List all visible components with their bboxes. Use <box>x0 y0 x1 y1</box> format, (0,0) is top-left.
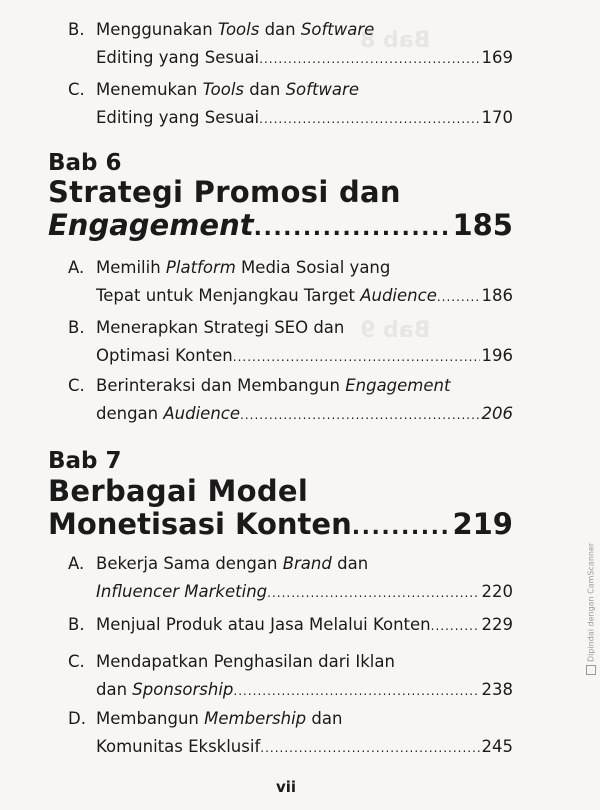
toc-entry-text: Engagement <box>345 376 451 395</box>
toc-entry-text: Influencer Marketing <box>96 582 268 601</box>
leader-dots <box>267 581 479 605</box>
leader-dots <box>254 216 449 241</box>
scanner-stamp <box>586 543 596 675</box>
toc-entry-letter: A. <box>68 554 85 573</box>
leader-dots <box>259 107 479 131</box>
toc-entry-text: Tepat untuk Menjangkau Target <box>96 286 361 305</box>
toc-entry-letter: C. <box>68 80 85 99</box>
toc-entry-line2 <box>96 344 513 369</box>
bab6-label: Bab 6 <box>48 150 122 176</box>
leader-dots <box>233 679 479 703</box>
toc-entry-page-number: 196 <box>481 346 513 365</box>
bab6-page-number: 185 <box>452 208 513 242</box>
toc-entry-line2 <box>96 678 513 703</box>
toc-entry-text: Mendapatkan Penghasilan dari Iklan <box>96 652 395 671</box>
toc-entry-line1 <box>96 316 344 340</box>
toc-entry-line2 <box>96 735 513 760</box>
toc-entry-page-number: 220 <box>481 582 513 601</box>
bab7-title-line1: Berbagai Model <box>48 474 309 508</box>
toc-entry-letter: B. <box>68 615 85 634</box>
toc-entry-text: Menggunakan <box>96 20 218 39</box>
toc-entry-line2 <box>96 106 513 131</box>
toc-entry-page-number: 206 <box>481 404 513 423</box>
toc-entry-text: Berinteraksi dan Membangun <box>96 376 346 395</box>
toc-entry-letter: A. <box>68 258 85 277</box>
toc-entry-text: Audience <box>360 286 437 305</box>
toc-entry-page-number: 238 <box>481 680 513 699</box>
leader-dots <box>240 403 479 427</box>
toc-entry-text: Editing yang Sesuai <box>96 108 260 127</box>
bab7-title-text: Monetisasi Konten <box>48 507 352 541</box>
toc-entry-text: Komunitas Eksklusif <box>96 737 261 756</box>
toc-entry-text: Bekerja Sama dengan <box>96 554 283 573</box>
toc-entry-page-number: 186 <box>481 286 513 305</box>
toc-entry[interactable] <box>68 374 513 430</box>
toc-entry-line2 <box>96 284 513 309</box>
leader-dots <box>437 285 480 309</box>
toc-entry-text: Sponsorship <box>132 680 234 699</box>
bab7-title-line2[interactable] <box>48 507 513 541</box>
toc-entry[interactable] <box>68 78 513 134</box>
toc-entry-line1 <box>96 18 374 42</box>
show-through-text: Bab 8 <box>360 28 431 53</box>
toc-entry[interactable] <box>68 316 513 372</box>
toc-entry-page-number: 245 <box>481 737 513 756</box>
toc-entry-text: Menemukan <box>96 80 203 99</box>
camscanner-icon <box>586 665 596 675</box>
toc-entry-text: Brand <box>282 554 332 573</box>
toc-entry-line2 <box>96 402 513 427</box>
toc-entry-text: Membership <box>204 709 307 728</box>
toc-entry-text: dan <box>306 709 343 728</box>
toc-entry-letter: C. <box>68 652 85 671</box>
toc-entry-line1 <box>96 650 395 674</box>
leader-dots <box>233 345 480 369</box>
toc-entry-letter: B. <box>68 20 85 39</box>
toc-entry-text: Platform <box>165 258 236 277</box>
toc-entry[interactable] <box>68 256 513 312</box>
toc-entry-page-number: 170 <box>481 108 513 127</box>
leader-dots <box>431 614 480 638</box>
bab6-title-italic: Engagement <box>48 208 254 242</box>
toc-entry[interactable] <box>68 707 513 763</box>
toc-entry-letter: B. <box>68 318 85 337</box>
toc-entry-text: Software <box>300 20 375 39</box>
scanner-stamp-text: Dipindai dengan CamScanner <box>586 542 596 662</box>
toc-entry-text: Media Sosial yang <box>235 258 391 277</box>
toc-entry-line2 <box>96 46 513 71</box>
toc-entry-text: dan <box>96 680 133 699</box>
toc-entry-line2 <box>96 580 513 605</box>
toc-entry-letter: D. <box>68 709 86 728</box>
bab6-title-line1: Strategi Promosi dan <box>48 175 401 209</box>
toc-entry-line1 <box>96 552 368 576</box>
toc-entry-text: Memilih <box>96 258 166 277</box>
toc-entry-text: dan <box>331 554 369 573</box>
toc-entry-line1 <box>96 78 359 102</box>
toc-entry-letter: C. <box>68 376 85 395</box>
toc-entry-text: dengan <box>96 404 164 423</box>
leader-dots <box>259 47 479 71</box>
toc-entry-text: Tools <box>217 20 260 39</box>
toc-entry-line1 <box>96 374 450 398</box>
toc-entry-page-number: 229 <box>481 615 513 634</box>
toc-entry-text: Menerapkan Strategi SEO dan <box>96 318 345 337</box>
toc-entry[interactable] <box>68 650 513 706</box>
bab6-title-line2[interactable] <box>48 208 513 242</box>
toc-entry-page-number: 169 <box>481 48 513 67</box>
toc-entry-text: Software <box>285 80 359 99</box>
page-folio: vii <box>276 778 297 796</box>
toc-entry-text: Menjual Produk atau Jasa Melalui Konten <box>96 615 431 634</box>
toc-entry[interactable] <box>68 552 513 608</box>
toc-entry-text: Optimasi Konten <box>96 346 233 365</box>
bab7-page-number: 219 <box>452 507 513 541</box>
leader-dots <box>260 736 479 760</box>
toc-entry-line2 <box>96 613 513 638</box>
toc-entry-line1 <box>96 256 390 280</box>
toc-entry[interactable] <box>68 18 513 74</box>
toc-entry-text: Membangun <box>96 709 205 728</box>
bab7-label: Bab 7 <box>48 448 122 474</box>
show-through-text: Bab 9 <box>360 318 431 343</box>
toc-entry-text: Tools <box>202 80 245 99</box>
toc-entry-text: dan <box>244 80 286 99</box>
toc-entry-text: Editing yang Sesuai <box>96 48 260 67</box>
toc-entry-text: dan <box>259 20 301 39</box>
leader-dots <box>352 515 449 540</box>
toc-entry-text: Audience <box>163 404 241 423</box>
toc-entry-line1 <box>96 707 342 731</box>
